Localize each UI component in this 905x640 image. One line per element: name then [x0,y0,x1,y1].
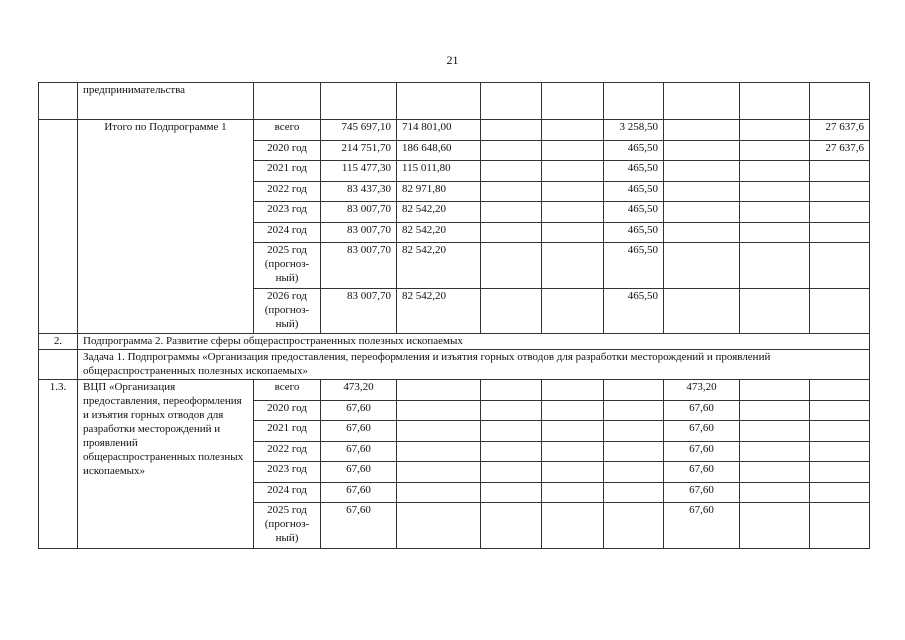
empty-cell [542,120,604,141]
total-value-cell: 67,60 [321,503,397,549]
empty-cell [481,141,542,161]
empty-cell [481,483,542,503]
total-value-cell: 115 477,30 [321,161,397,182]
num-cell [39,350,78,380]
empty-cell [481,182,542,202]
empty-cell [740,202,810,223]
empty-cell [664,83,740,120]
period-cell: 2024 год [254,223,321,243]
empty-cell [604,380,664,401]
empty-cell [542,442,604,462]
regional-value-cell: 67,60 [664,421,740,442]
local-value-cell: 465,50 [604,243,664,289]
budget-table [38,82,870,549]
empty-cell [604,462,664,483]
total-value-cell: 83 437,30 [321,182,397,202]
empty-cell [810,483,870,503]
empty-cell [542,401,604,421]
page-number: 21 [446,53,459,67]
empty-cell [321,83,397,120]
federal-value-cell: 82 971,80 [397,182,481,202]
num-cell [39,120,78,334]
empty-cell [542,503,604,549]
section-row [39,334,870,350]
empty-cell [542,161,604,182]
empty-cell [481,161,542,182]
total-value-cell: 83 007,70 [321,202,397,223]
empty-cell [664,243,740,289]
other-value-cell [810,243,870,289]
period-cell: 2024 год [254,483,321,503]
local-value-cell: 465,50 [604,182,664,202]
total-value-cell: 67,60 [321,462,397,483]
empty-cell [481,401,542,421]
num-cell [39,83,78,120]
empty-cell [542,202,604,223]
other-value-cell: 27 637,6 [810,120,870,141]
empty-cell [542,223,604,243]
empty-cell [664,141,740,161]
empty-cell [740,442,810,462]
total-value-cell: 67,60 [321,442,397,462]
federal-value-cell: 82 542,20 [397,202,481,223]
total-value-cell: 67,60 [321,483,397,503]
empty-cell [740,289,810,334]
table-body [39,83,870,549]
empty-cell [481,289,542,334]
empty-cell [604,83,664,120]
table-row [39,380,870,401]
empty-cell [740,243,810,289]
regional-value-cell: 67,60 [664,401,740,421]
total-value-cell: 67,60 [321,421,397,442]
federal-value-cell: 714 801,00 [397,120,481,141]
name-cell: предпринимательства [78,83,254,120]
other-value-cell [810,223,870,243]
empty-cell [481,442,542,462]
empty-cell [740,462,810,483]
empty-cell [397,442,481,462]
period-cell: 2020 год [254,141,321,161]
empty-cell [397,380,481,401]
empty-cell [664,161,740,182]
empty-cell [397,503,481,549]
empty-cell [481,243,542,289]
local-value-cell: 465,50 [604,202,664,223]
empty-cell [810,83,870,120]
empty-cell [740,83,810,120]
empty-cell [397,483,481,503]
empty-cell [664,182,740,202]
empty-cell [397,401,481,421]
empty-cell [740,401,810,421]
empty-cell [542,380,604,401]
program-name: ВЦП «Организация предоставления, переоформления и изъятия горных отводов для разработки месторождений и проявлений общераспространенных полезных ископаемых» [78,380,254,549]
empty-cell [604,421,664,442]
empty-cell [397,83,481,120]
total-value-cell: 214 751,70 [321,141,397,161]
period-cell: 2025 год (прогноз-ный) [254,243,321,289]
local-value-cell: 465,50 [604,289,664,334]
other-value-cell [810,289,870,334]
empty-cell [254,83,321,120]
federal-value-cell: 82 542,20 [397,243,481,289]
section-title: Подпрограмма 2. Развитие сферы общераспространенных полезных ископаемых [78,334,870,350]
empty-cell [740,182,810,202]
empty-cell [481,380,542,401]
total-value-cell: 83 007,70 [321,289,397,334]
empty-cell [664,202,740,223]
empty-cell [542,462,604,483]
other-value-cell [810,182,870,202]
empty-cell [810,380,870,401]
regional-value-cell: 67,60 [664,442,740,462]
total-value-cell: 745 697,10 [321,120,397,141]
empty-cell [481,83,542,120]
period-cell: 2021 год [254,421,321,442]
local-value-cell: 3 258,50 [604,120,664,141]
total-value-cell: 83 007,70 [321,223,397,243]
period-cell: всего [254,120,321,141]
task-title: Задача 1. Подпрограммы «Организация предоставления, переоформления и изъятия горных отводов для разработки месторождений и проявлений общераспространенных полезных ископаемых» [78,350,870,380]
period-cell: 2023 год [254,202,321,223]
empty-cell [810,462,870,483]
other-value-cell: 27 637,6 [810,141,870,161]
federal-value-cell: 115 011,80 [397,161,481,182]
period-cell: 2022 год [254,442,321,462]
empty-cell [542,483,604,503]
section-number: 2. [39,334,78,350]
empty-cell [664,120,740,141]
local-value-cell: 465,50 [604,141,664,161]
empty-cell [810,503,870,549]
empty-cell [740,120,810,141]
regional-value-cell: 67,60 [664,462,740,483]
empty-cell [604,483,664,503]
empty-cell [604,401,664,421]
empty-cell [481,503,542,549]
itogo-label: Итого по Подпрограмме 1 [78,120,254,334]
other-value-cell [810,161,870,182]
period-cell: 2021 год [254,161,321,182]
empty-cell [481,120,542,141]
empty-cell [664,223,740,243]
empty-cell [740,380,810,401]
empty-cell [604,442,664,462]
period-cell: 2026 год (прогноз-ный) [254,289,321,334]
local-value-cell: 465,50 [604,161,664,182]
empty-cell [481,202,542,223]
empty-cell [542,243,604,289]
other-value-cell [810,202,870,223]
empty-cell [740,223,810,243]
total-value-cell: 473,20 [321,380,397,401]
period-cell: всего [254,380,321,401]
federal-value-cell: 82 542,20 [397,289,481,334]
total-value-cell: 67,60 [321,401,397,421]
empty-cell [810,421,870,442]
period-cell: 2020 год [254,401,321,421]
empty-cell [664,289,740,334]
period-cell: 2023 год [254,462,321,483]
empty-cell [740,161,810,182]
empty-cell [740,483,810,503]
item-number: 1.3. [39,380,78,549]
local-value-cell: 465,50 [604,223,664,243]
period-cell: 2022 год [254,182,321,202]
empty-cell [604,503,664,549]
empty-cell [740,421,810,442]
regional-value-cell: 67,60 [664,483,740,503]
federal-value-cell: 82 542,20 [397,223,481,243]
regional-value-cell: 473,20 [664,380,740,401]
table-row [39,120,870,141]
table-row [39,83,870,120]
empty-cell [810,442,870,462]
empty-cell [397,462,481,483]
empty-cell [542,182,604,202]
empty-cell [542,83,604,120]
period-cell: 2025 год (прогноз-ный) [254,503,321,549]
total-value-cell: 83 007,70 [321,243,397,289]
empty-cell [397,421,481,442]
empty-cell [542,289,604,334]
federal-value-cell: 186 648,60 [397,141,481,161]
empty-cell [481,223,542,243]
empty-cell [810,401,870,421]
empty-cell [542,421,604,442]
empty-cell [481,421,542,442]
task-row [39,350,870,380]
empty-cell [740,141,810,161]
empty-cell [481,462,542,483]
regional-value-cell: 67,60 [664,503,740,549]
empty-cell [542,141,604,161]
empty-cell [740,503,810,549]
